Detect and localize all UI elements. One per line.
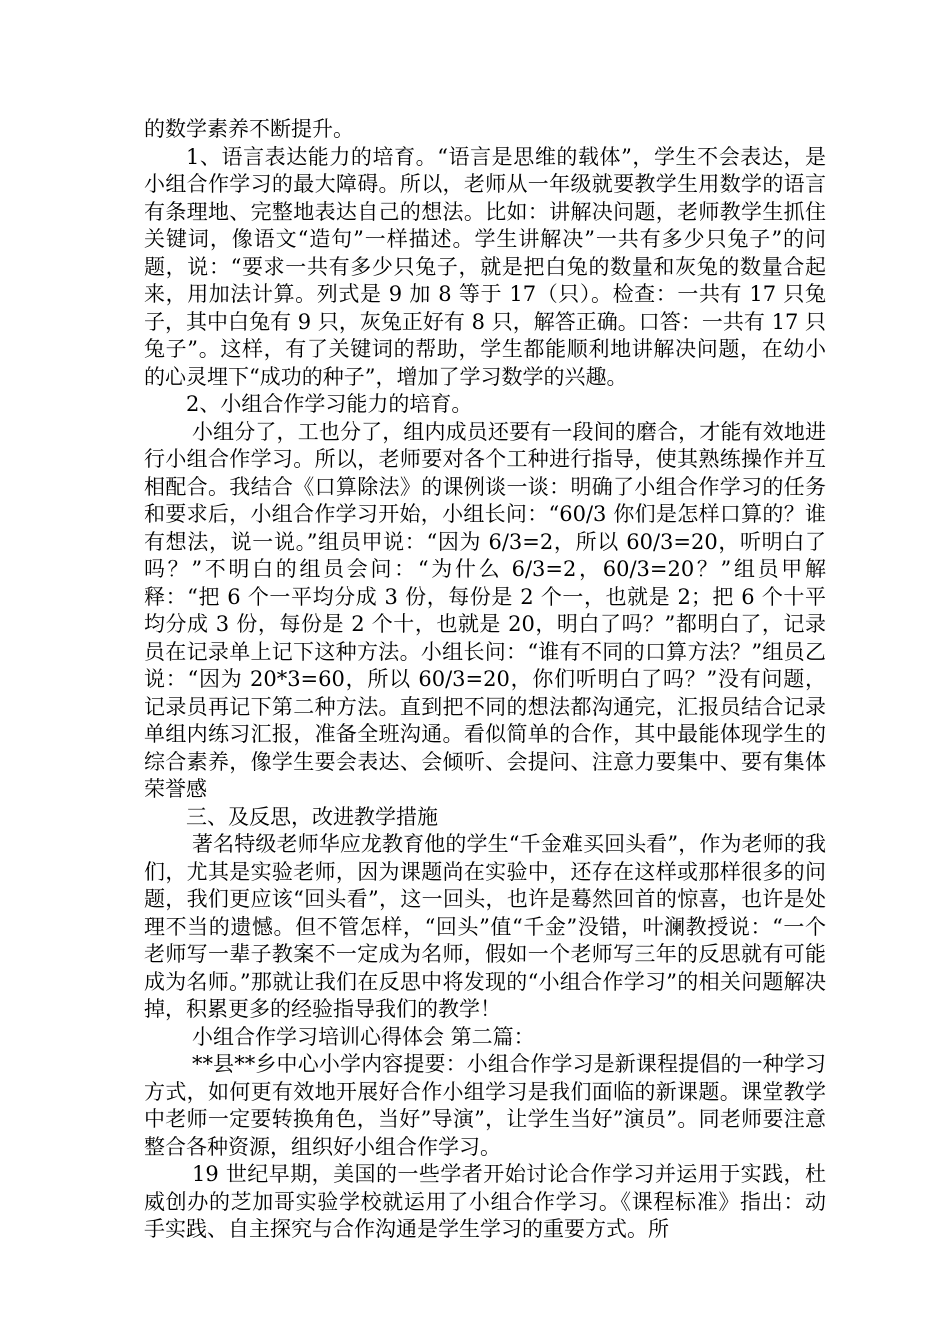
document-page	[144, 116, 826, 1244]
paragraph-reflection-body: 著名特级老师华应龙教育他的学生“千金难买回头看”，作为老师的我们，尤其是实验老师，因为课题尚在实验中，还存在这样或那样很多的问题，我们更应该“回头看”，这一回头，也许是蓦然回首的惊喜，也许是处理不当的遗憾。但不管怎样，“回头”值“千金”没错，叶澜教授说：“一个老师写一辈子教案不一定成为名师，假如一个老师写三年的反思就有可能成为名师。”那就让我们在反思中将发现的“小组合作学习”的相关问题解决掉，积累更多的经验指导我们的教学！	[144, 832, 826, 1021]
paragraph-history: 19 世纪早期，美国的一些学者开始讨论合作学习并运用于实践，杜威创办的芝加哥实验学校就运用了小组合作学习。《课程标准》指出：动手实践、自主探究与合作沟通是学生学习的重要方式。所	[144, 1162, 826, 1241]
paragraph-summary: **县**乡中心小学内容提要：小组合作学习是新课程提倡的一种学习方式，如何更有效地开展好合作小组学习是我们面临的新课题。课堂教学中老师一定要转换角色，当好”导演”，让学生当好”演员”。同老师要注意整合各种资源，组织好小组合作学习。	[144, 1052, 826, 1159]
paragraph-group-cooperation-heading: 2、小组合作学习能力的培育。	[186, 392, 473, 416]
paragraph-continuation: 的数学素养不断提升。	[144, 117, 354, 141]
paragraph-second-article-title: 小组合作学习培训心得体会 第二篇：	[192, 1024, 535, 1049]
paragraph-group-cooperation-body: 小组分了，工也分了，组内成员还要有一段间的磨合，才能有效地进行小组合作学习。所以，老师要对各个工种进行指导，使其熟练操作并互相配合。我结合《口算除法》的课例谈一谈：明确了小组合作学习的任务和要求后，小组合作学习开始，小组长问：“60/3 你们是怎样口算的？谁有想法，说一说。”组员甲说：“因为 6/3=2，所以 60/3=20，听明白了吗？”不明白的组员会问：“为什么 6/3=2，60/3=20？”组员甲解释：“把 6 个一平均分成 3 份，每份是 2 个一，也就是 2；把 6 个十平均分成 3 份，每份是 2 个十，也就是 20，明白了吗？”都明白了，记录员在记录单上记下这种方法。小组长问：“谁有不同的口算方法？”组员乙说：“因为 20*3=60，所以 60/3=20，你们听明白了吗？”没有问题，记录员再记下第二种方法。直到把不同的想法都沟通完，汇报员结合记录单组内练习汇报，准备全班沟通。看似简单的合作，其中最能体现学生的综合素养，像学生要会表达、会倾听、会提问、注意力要集中、要有集体荣誉感	[144, 419, 826, 801]
paragraph-language-expression: 1、语言表达能力的培育。“语言是思维的载体”，学生不会表达，是小组合作学习的最大障碍。所以，老师从一年级就要教学生用数学的语言有条理地、完整地表达自己的想法。比如：讲解决问题，老师教学生抓住关键词，像语文“造句”一样描述。学生讲解决”一共有多少只兔子”的问题，说：“要求一共有多少只兔子，就是把白兔的数量和灰兔的数量合起来，用加法计算。列式是 9 加 8 等于 17（只）。检查：一共有 17 只兔子，其中白兔有 9 只，灰兔正好有 8 只，解答正确。口答：一共有 17 只兔子”。这样，有了关键词的帮助，学生都能顺利地讲解决问题，在幼小的心灵埋下“成功的种子”，增加了学习数学的兴趣。	[144, 144, 826, 389]
paragraph-reflection-heading: 三、及反思，改进教学措施	[186, 804, 438, 829]
